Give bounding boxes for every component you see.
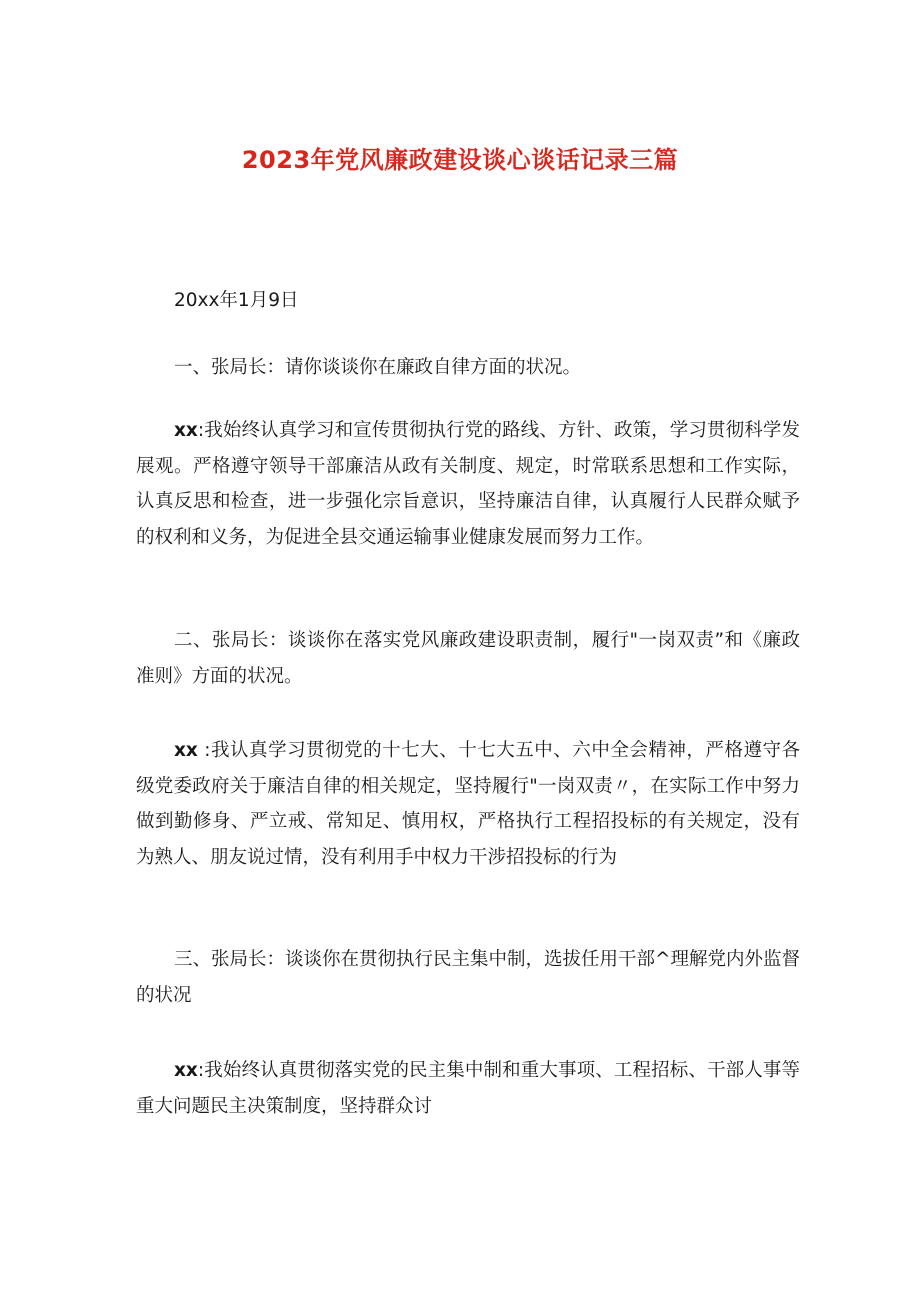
answer-3	[136, 1053, 800, 1124]
question-1	[136, 350, 800, 386]
answer-1-text: :我始终认真学习和宣传贯彻执行党的路线、方针、政策，学习贯彻科学发展观。严格遵守领导干部廉洁从政有关制度、规定，时常联系思想和工作实际，认真反思和检查，进一步强化宗旨意识，坚持廉洁自律，认真履行人民群众赋予的权利和义务，为促进全县交通运输事业健康发展而努力工作。	[136, 420, 800, 548]
document-date: 20xx年1月9日	[174, 290, 299, 311]
answer-3-text: :我始终认真贯彻落实党的民主集中制和重大事项、工程招标、干部人事等重大问题民主决策制度，坚持群众讨	[136, 1060, 800, 1117]
question-2-text: 二、张局长：谈谈你在落实党风廉政建设职责制，履行"一岗双责”和《廉政准则》方面的状况。	[136, 630, 800, 687]
answer-2-text: :我认真学习贯彻党的十七大、十七大五中、六中全会精神，严格遵守各级党委政府关于廉洁自律的相关规定，坚持履行"一岗双责〃，在实际工作中努力做到勤修身、严立戒、常知足、慎用权，严格执行工程招投标的有关规定，没有为熟人、朋友说过情，没有利用手中权力干涉招投标的行为	[136, 740, 800, 868]
answer-1-speaker: xx	[174, 420, 198, 441]
answer-2-speaker: xx	[174, 740, 198, 761]
question-2	[136, 623, 800, 694]
answer-3-speaker: xx	[174, 1060, 198, 1081]
question-3	[136, 942, 800, 1013]
answer-2	[136, 733, 800, 875]
question-1-text: 一、张局长：请你谈谈你在廉政自律方面的状况。	[174, 357, 582, 378]
answer-1	[136, 413, 800, 555]
question-3-text: 三、张局长：谈谈你在贯彻执行民主集中制，选拔任用干部^理解党内外监督的状况	[136, 949, 801, 1006]
document-title: 2023年党风廉政建设谈心谈话记录三篇	[241, 146, 679, 174]
